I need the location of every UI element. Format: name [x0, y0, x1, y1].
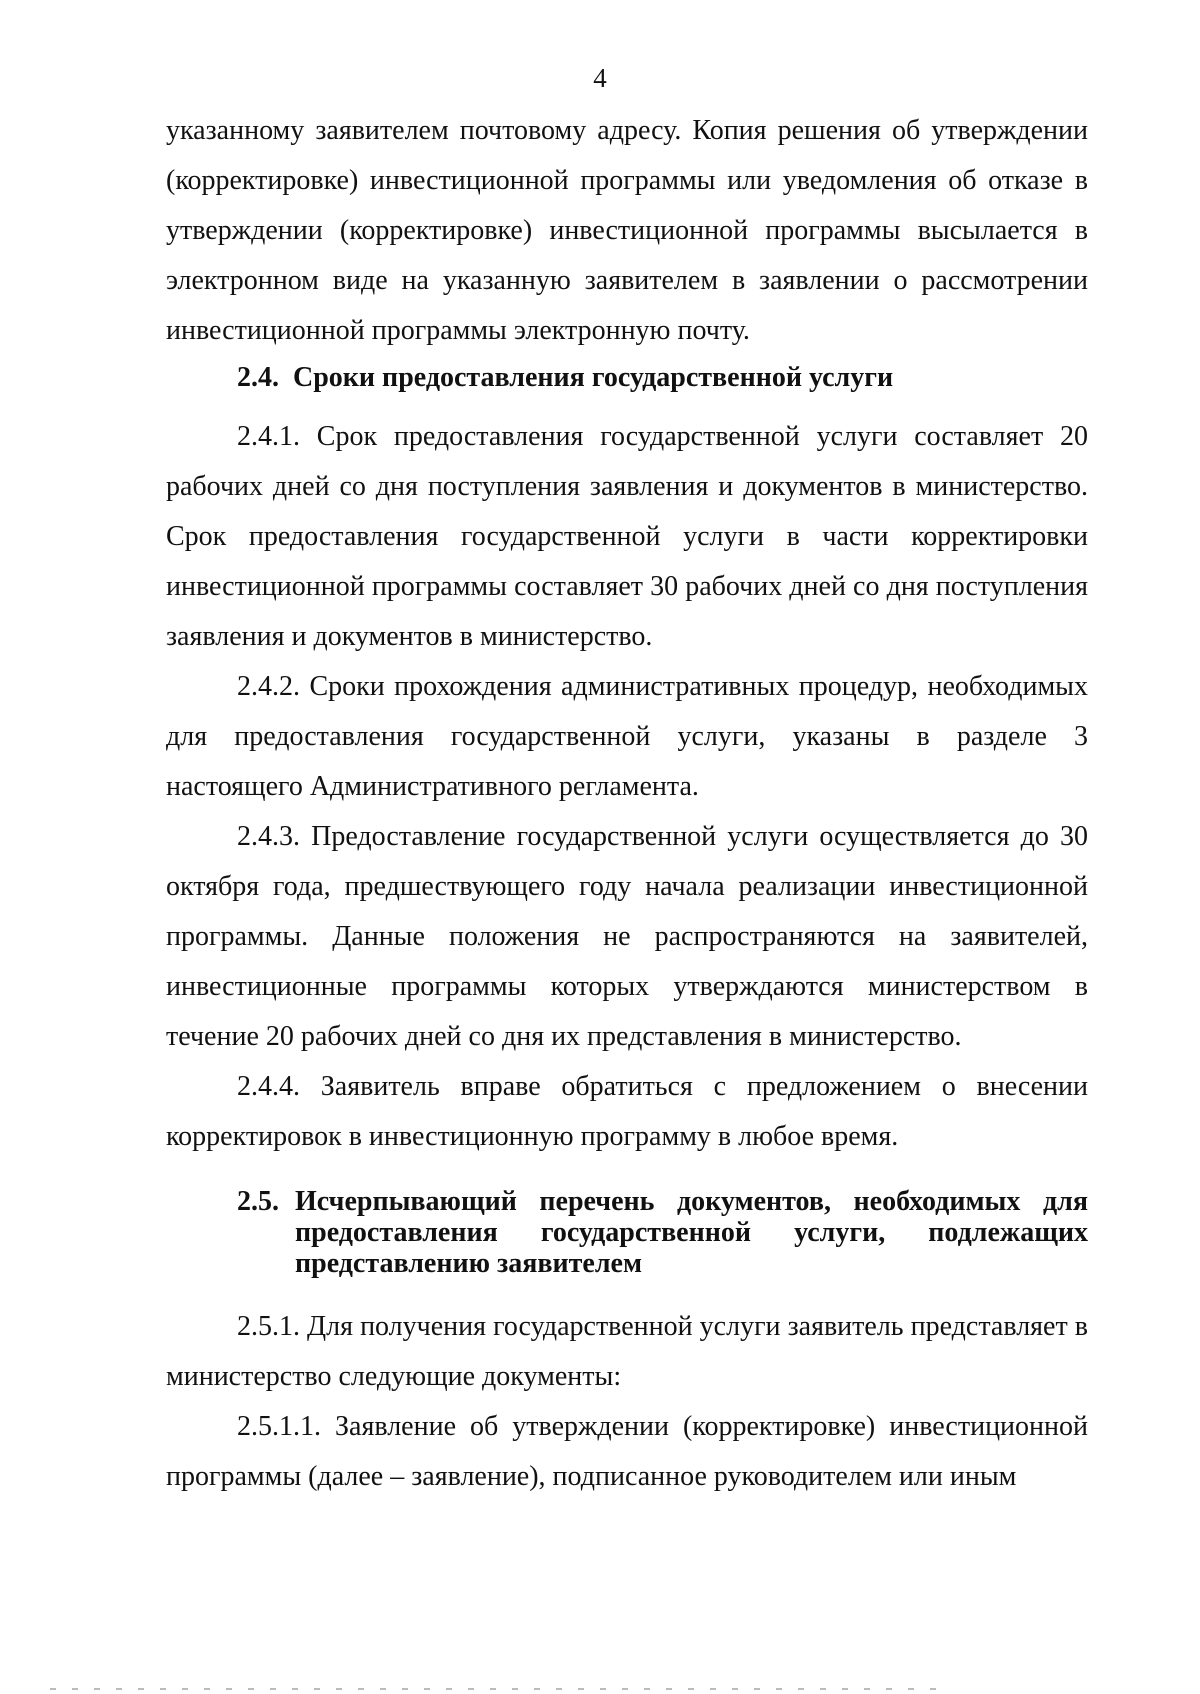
section-2-4-title: Сроки предоставления государственной услуги: [293, 362, 894, 393]
paragraph-2-5-1-1: 2.5.1.1. Заявление об утверждении (корректировке) инвестиционной программы (далее – заявление), подписанное руководителем или иным: [166, 1411, 1088, 1492]
section-2-5-number: 2.5.: [237, 1186, 279, 1217]
section-2-5-body: [166, 1302, 1088, 1502]
paragraph-2-5-1: 2.5.1. Для получения государственной услуги заявитель представляет в министерство следующие документы:: [166, 1311, 1088, 1392]
intro-paragraph-block: [166, 106, 1088, 356]
section-2-5-heading: [237, 1186, 1088, 1279]
paragraph-2-4-4: 2.4.4. Заявитель вправе обратиться с предложением о внесении корректировок в инвестиционную программу в любое время.: [166, 1071, 1088, 1152]
paragraph-2-4-1: 2.4.1. Срок предоставления государственной услуги составляет 20 рабочих дней со дня поступления заявления и документов в министерство. Срок предоставления государственной услуги в части корректировки инвестиционной программы составляет 30 рабочих дней со дня поступления заявления и документов в министерство.: [166, 421, 1088, 652]
section-2-4-body: [166, 412, 1088, 1162]
page-number: 4: [593, 63, 607, 93]
section-2-4-number: 2.4.: [237, 362, 279, 393]
intro-paragraph: указанному заявителем почтовому адресу. Копия решения об утверждении (корректировке) инвестиционной программы или уведомления об отказе в утверждении (корректировке) инвестиционной программы высылается в электронном виде на указанную заявителем в заявлении о рассмотрении инвестиционной программы электронную почту.: [166, 115, 1088, 346]
paragraph-2-4-3: 2.4.3. Предоставление государственной услуги осуществляется до 30 октября года, предшествующего году начала реализации инвестиционной программы. Данные положения не распространяются на заявителей, инвестиционные программы которых утверждаются министерством в течение 20 рабочих дней со дня их представления в министерство.: [166, 821, 1088, 1052]
paragraph-2-4-2: 2.4.2. Сроки прохождения административных процедур, необходимых для предоставления государственной услуги, указаны в разделе 3 настоящего Административного регламента.: [166, 671, 1088, 802]
section-2-5-title: Исчерпывающий перечень документов, необходимых для предоставления государственной услуги, подлежащих представлению заявителем: [295, 1186, 1088, 1279]
section-2-4-heading: [237, 362, 893, 394]
scan-artifact-line: [50, 1688, 950, 1690]
